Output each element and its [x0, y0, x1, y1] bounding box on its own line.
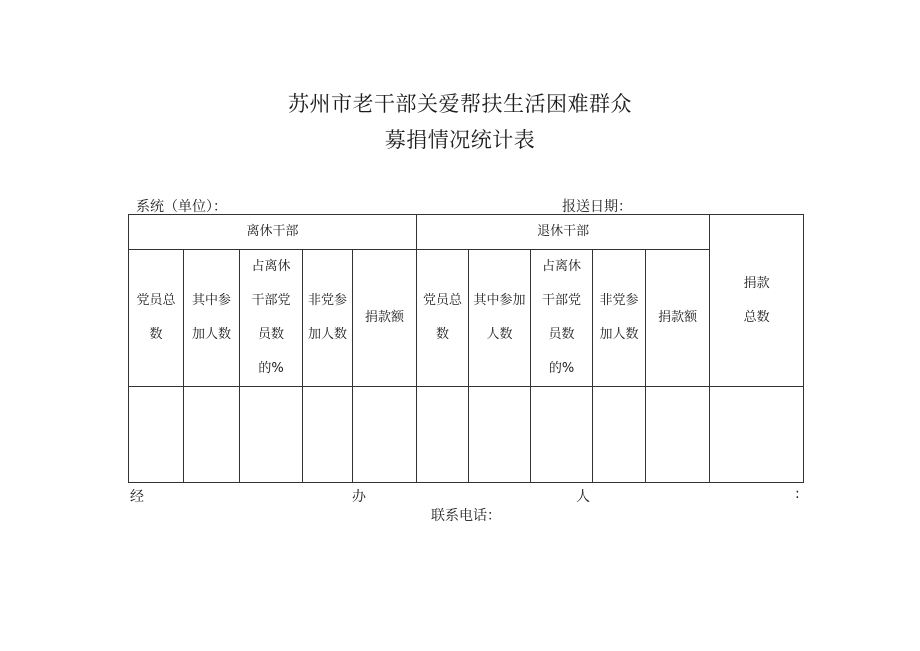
cell-tuixiu-participants[interactable]: [469, 387, 531, 483]
cell-lixiu-participants[interactable]: [184, 387, 240, 483]
header-total-donation: 捐款 总数: [710, 215, 804, 387]
statistics-table: [128, 214, 804, 483]
header-tuixiu-party-total: 党员总 数: [417, 250, 469, 387]
cell-tuixiu-party-total[interactable]: [417, 387, 469, 483]
cell-total-donation[interactable]: [710, 387, 804, 483]
handler-char-2: 办: [352, 489, 366, 505]
header-tuixiu-nonparty: 非党参 加人数: [593, 250, 646, 387]
contact-phone-label: 联系电话：: [431, 508, 501, 524]
page-title: 苏州市老干部关爱帮扶生活困难群众: [288, 92, 632, 116]
report-date-label: 报送日期：: [562, 199, 632, 215]
cell-tuixiu-amount[interactable]: [646, 387, 710, 483]
header-lixiu-nonparty: 非党参 加人数: [303, 250, 353, 387]
header-lixiu-participants: 其中参 加人数: [184, 250, 240, 387]
cell-tuixiu-percent[interactable]: [531, 387, 593, 483]
header-lixiu-percent: 占离休 干部党 员数 的%: [240, 250, 303, 387]
header-tuixiu-amount: 捐款额: [646, 250, 710, 387]
cell-lixiu-amount[interactable]: [353, 387, 417, 483]
page-subtitle: 募捐情况统计表: [384, 128, 536, 152]
cell-tuixiu-nonparty[interactable]: [593, 387, 646, 483]
header-tuixiu-percent: 占离休 干部党 员数 的%: [531, 250, 593, 387]
cell-lixiu-percent[interactable]: [240, 387, 303, 483]
group-header-tuixiu: 退休干部: [417, 215, 710, 250]
cell-lixiu-nonparty[interactable]: [303, 387, 353, 483]
header-lixiu-amount: 捐款额: [353, 250, 417, 387]
handler-char-1: 经: [130, 489, 144, 505]
cell-lixiu-party-total[interactable]: [129, 387, 184, 483]
handler-colon: :: [795, 486, 800, 502]
header-tuixiu-participants: 其中参加 人数: [469, 250, 531, 387]
handler-char-3: 人: [576, 489, 590, 505]
system-unit-label: 系统（单位）：: [136, 199, 227, 215]
group-header-lixiu: 离休干部: [129, 215, 417, 250]
header-lixiu-party-total: 党员总 数: [129, 250, 184, 387]
